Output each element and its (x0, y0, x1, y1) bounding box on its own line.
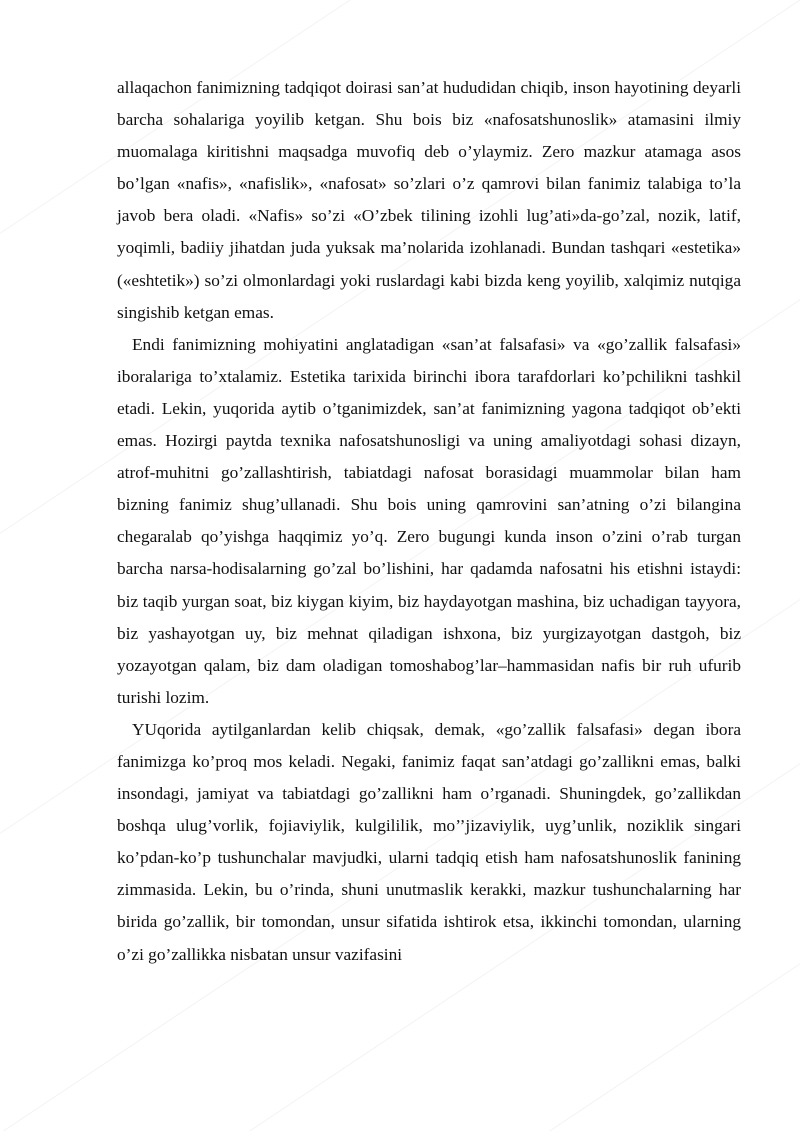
paragraph: YUqorida aytilganlardan kelib chiqsak, demak, «go’zallik falsafasi» degan ibora fanimizga ko’proq mos keladi. Negaki, fanimiz faqat san’atdagi go’zallikni emas, balki insondagi, jamiyat va tabiatdagi go’zallikni ham o’rganadi. Shuningdek, go’zallikdan boshqa ulug’vorlik, fojiaviylik, kulgililik, mo’’jizaviylik, uyg’unlik, noziklik singari ko’pdan-ko’p tushunchalar mavjudki, ularni tadqiq etish ham nafosatshunoslik fanining zimmasida. Lekin, bu o’rinda, shuni unutmaslik kerakki, mazkur tushunchalarning har birida go’zallik, bir tomondan, unsur sifatida ishtirok etsa, ikkinchi tomondan, ularning o’zi go’zallikka nisbatan unsur vazifasini (117, 719, 741, 964)
paragraph: allaqachon fanimizning tadqiqot doirasi san’at hududidan chiqib, inson hayotining deyarli barcha sohalariga yoyilib ketgan. Shu bois biz «nafosatshunoslik» atamasini ilmiy muomalaga kiritishni maqsadga muvofiq deb o’ylaymiz. Zero mazkur atamaga asos bo’lgan «nafis», «nafislik», «nafosat» so’zlari o’z qamrovi bilan fanimiz talabiga to’la javob bera oladi. «Nafis» so’zi «O’zbek tilining izohli lug’ati»da-go’zal, nozik, latif, yoqimli, badiiy jihatdan juda yuksak ma’nolarida izohlanadi. Bundan tashqari «estetika» («eshtetik») so’zi olmonlardagi yoki ruslardagi kabi bizda keng yoyilib, xalqimiz nutqiga singishib ketgan emas. (117, 78, 741, 322)
paragraph: Endi fanimizning mohiyatini anglatadigan «san’at falsafasi» va «go’zallik falsafasi» iboralariga to’xtalamiz. Estetika tarixida birinchi ibora tarafdorlari ko’pchilikni tashkil etadi. Lekin, yuqorida aytib o’tganimizdek, san’at fanimizning yagona tadqiqot ob’ekti emas. Hozirgi paytda texnika nafosatshunosligi va uning amaliyotdagi sohasi dizayn, atrof-muhitni go’zallashtirish, tabiatdagi nafosat borasidagi muammolar bilan ham bizning fanimiz shug’ullanadi. Shu bois uning qamrovini san’atning o’zi bilangina chegaralab qo’yishga haqqimiz yo’q. Zero bugungi kunda inson o’zini o’rab turgan barcha narsa-hodisalarning go’zal bo’lishini, har qadamda nafosatni his etishni istaydi: biz taqib yurgan soat, biz kiygan kiyim, biz haydayotgan mashina, biz uchadigan tayyora, biz yashayotgan uy, biz mehnat qiladigan ishxona, biz yurgizayotgan dastgoh, biz yozayotgan qalam, biz dam oladigan tomoshabog’lar–hammasidan nafis bir ruh ufurib turishi lozim. (117, 334, 741, 707)
body-text (117, 72, 741, 971)
